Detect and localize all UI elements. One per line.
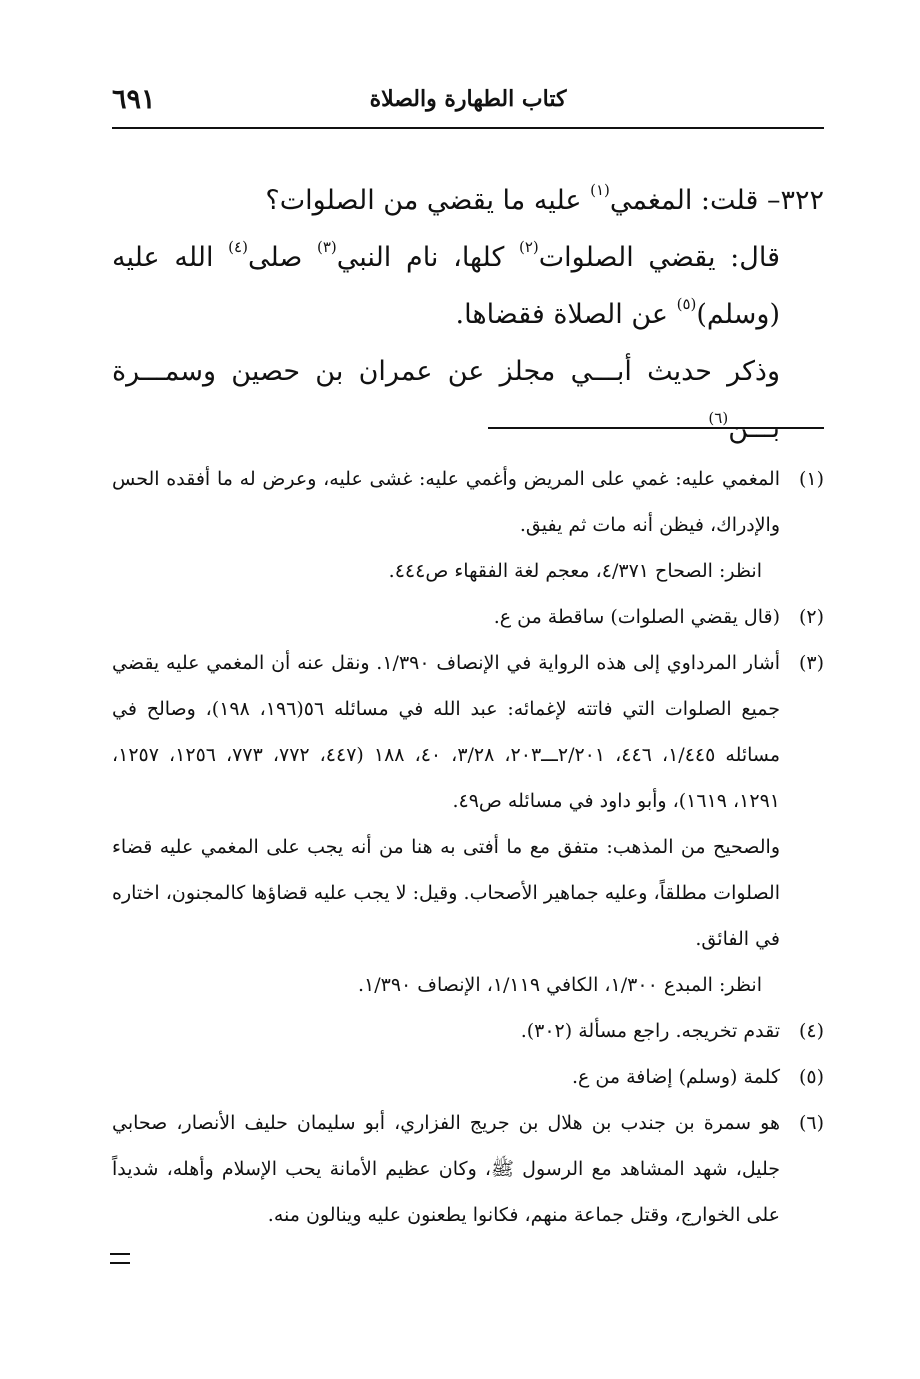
footnote-text: هو سمرة بن جندب بن هلال بن جريج الفزاري، أبو سليمان حليف الأنصار، صحابي جليل، شهد المشاهد مع الرسول ﷺ، وكان عظيم الأمانة يحب الإسلام وأهله، شديداً على الخوارج، وقتل جماعة منهم، فكانوا يطعنون عليه وينالون منه. (112, 1112, 780, 1226)
answer-text-5: عن الصلاة فقضاها. (455, 299, 677, 330)
answer-text-4: الله عليه (وسلم) (112, 242, 780, 330)
question-paragraph (112, 172, 824, 229)
footnote-6 (112, 1100, 824, 1238)
footnote-1 (112, 456, 824, 594)
footnote-reference: انظر: الصحاح ٤/٣٧١، معجم لغة الفقهاء ص٤٤٤. (388, 560, 762, 582)
answer-text-1: قال: يقضي الصلوات (538, 242, 780, 273)
footnote-number: (٢) (798, 606, 824, 628)
continuation-mark (110, 1253, 130, 1264)
question-text-end: عليه ما يقضي من الصلوات؟ (265, 185, 591, 216)
footnotes (112, 456, 824, 1238)
footnote-ref-5: (٥) (676, 295, 697, 313)
question-text-start: – قلت: المغمي (609, 185, 781, 216)
footnote-text: كلمة (وسلم) إضافة من ع. (571, 1066, 780, 1088)
footnote-5 (112, 1054, 824, 1100)
mention-paragraph (112, 343, 824, 457)
running-header (112, 84, 824, 124)
footnote-text: تقدم تخريجه. راجع مسألة (٣٠٢). (520, 1020, 780, 1042)
footnote-text: المغمي عليه: غمي على المريض وأغمي عليه: غشى عليه، وعرض له ما أفقده الحس والإدراك، فيظن أنه مات ثم يفيق. (112, 468, 780, 536)
footnote-number: (٥) (798, 1066, 824, 1088)
mention-text: وذكر حديث أبـــي مجلز عن عمران بن حصين وسمـــرة بـــن (112, 356, 780, 444)
footnote-number: (١) (798, 468, 824, 490)
footnote-number: (٤) (798, 1020, 824, 1042)
answer-text-2: كلها، نام النبي (336, 242, 519, 273)
answer-text-3: صلى (247, 242, 317, 273)
footnote-ref-2: (٢) (518, 238, 539, 256)
book-title: كتاب الطهارة والصلاة (369, 86, 567, 112)
answer-paragraph (112, 229, 824, 343)
footnote-number: (٣) (798, 652, 824, 674)
header-rule (112, 127, 824, 129)
page-number: ٦٩١ (112, 84, 156, 115)
footnote-ref-6: (٦) (708, 409, 729, 427)
footnote-ref-3: (٣) (317, 238, 337, 256)
footnote-2 (112, 594, 824, 640)
footnote-number: (٦) (798, 1112, 824, 1134)
footnote-4 (112, 1008, 824, 1054)
footnote-reference: انظر: المبدع ١/٣٠٠، الكافي ١/١١٩، الإنصاف ١/٣٩٠. (357, 974, 762, 996)
footnote-ref-1: (١) (590, 181, 610, 199)
footnote-text-continued: والصحيح من المذهب: متفق مع ما أفتى به هنا من أنه يجب على المغمي عليه قضاء الصلوات مطلقاً، وعليه جماهير الأصحاب. وقيل: لا يجب عليه قضاؤها كالمجنون، اختاره في الفائق. (112, 836, 780, 950)
footnote-separator (488, 427, 824, 429)
question-number: ٣٢٢ (780, 185, 824, 216)
footnote-text: أشار المرداوي إلى هذه الرواية في الإنصاف ١/٣٩٠. ونقل عنه أن المغمي عليه يقضي جميع الصلوات التي فاتته لإغمائه: عبد الله في مسائله ٥٦(١٩٦، ١٩٨)، وصالح في مسائله ١/٤٤٥، ٤٤٦، ٢/٢٠١ـــ٢٠٣، ٣/٢٨، ٤٠، ١٨٨ (٤٤٧، ٧٧٢، ٧٧٣، ١٢٥٦، ١٢٥٧، ١٢٩١، ١٦١٩)، وأبو داود في مسائله ص٤٩. (112, 652, 781, 812)
footnote-ref-4: (٤) (228, 238, 248, 256)
footnote-3 (112, 640, 824, 1008)
footnote-text: (قال يقضي الصلوات) ساقطة من ع. (493, 606, 780, 628)
main-text (112, 172, 824, 457)
